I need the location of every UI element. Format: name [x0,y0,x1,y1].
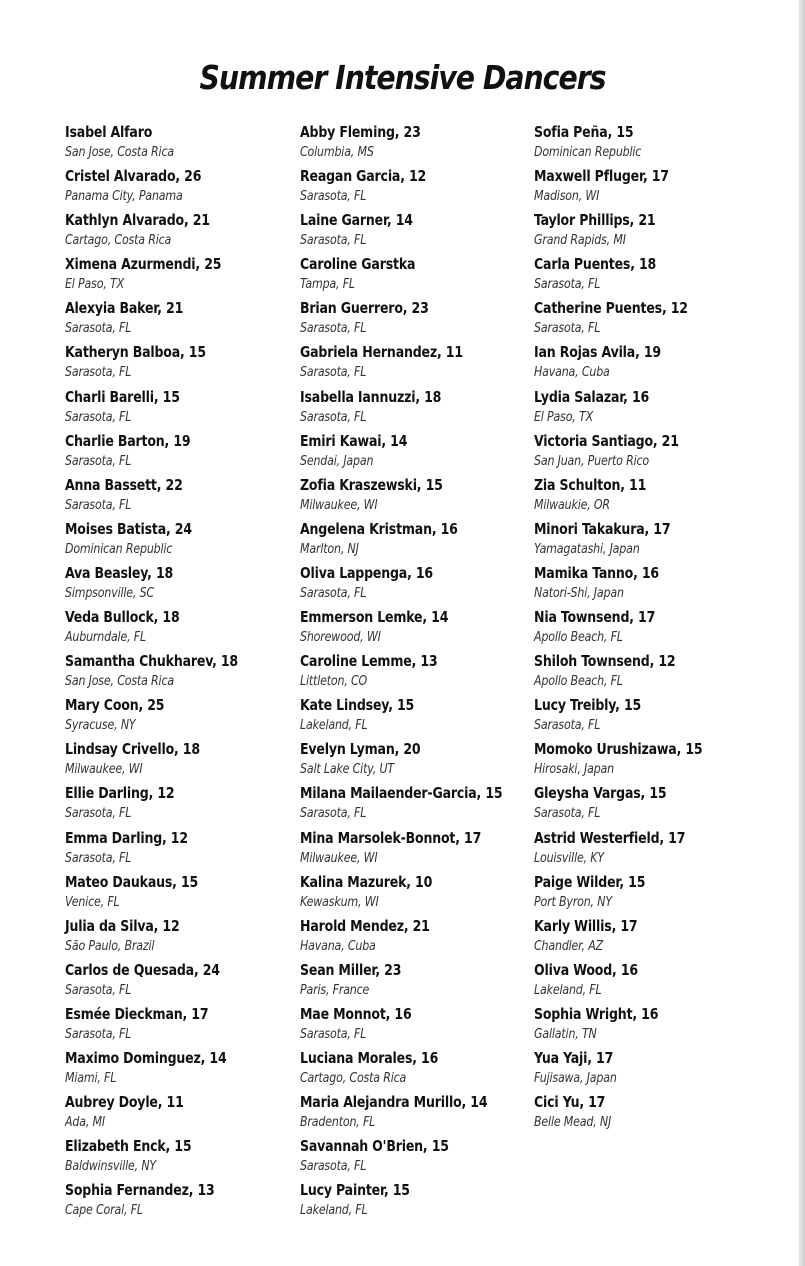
dancer-entry [300,1047,525,1091]
dancer-name: Evelyn Lyman, 20 [300,740,421,759]
dancer-entry [65,430,257,474]
dancer-location: Littleton, CO [300,674,368,690]
dancer-location: Cartago, Costa Rica [65,233,172,249]
dancer-entry [65,915,257,959]
dancer-name: Shiloh Townsend, 12 [534,652,676,671]
dancer-name: Alexyia Baker, 21 [65,299,184,318]
dancer-entry [534,341,721,385]
dancer-name: Zofia Kraszewski, 15 [300,475,443,494]
dancer-entry [300,827,525,871]
dancer-location: Yamagatashi, Japan [534,541,640,557]
dancer-entry [300,650,525,694]
dancer-column-1 [65,121,257,1223]
dancer-entry [300,253,525,297]
dancer-entry [65,738,257,782]
dancer-entry [65,959,257,1003]
dancer-entry [65,694,257,738]
dancer-name: Maxwell Pfluger, 17 [534,167,669,186]
dancer-location: Milwaukee, WI [300,497,378,513]
dancer-entry [534,782,721,826]
dancer-location: Bradenton, FL [300,1115,376,1131]
dancer-name: Abby Fleming, 23 [300,123,421,141]
dancer-entry [300,341,525,385]
dancer-entry [534,827,721,871]
dancer-entry [65,518,257,562]
dancer-name: Julia da Silva, 12 [65,916,180,935]
dancer-location: Milwaukie, OR [534,497,610,513]
dancer-entry [300,474,525,518]
dancer-location: Sarasota, FL [300,189,367,205]
dancer-name: Lucy Treibly, 15 [534,696,642,715]
dancer-location: Lakeland, FL [300,1203,368,1219]
dancer-location: Sarasota, FL [65,1026,132,1042]
dancer-location: Sarasota, FL [300,233,367,249]
dancer-entry [534,915,721,959]
dancer-entry [300,959,525,1003]
dancer-location: Havana, Cuba [300,938,376,954]
dancer-name: Mateo Daukaus, 15 [65,872,199,891]
dancer-name: Momoko Urushizawa, 15 [534,740,703,759]
dancer-location: Sarasota, FL [300,1159,367,1175]
dancer-location: Lakeland, FL [534,982,602,998]
dancer-location: Sarasota, FL [65,409,132,425]
dancer-name: Caroline Lemme, 13 [300,652,438,671]
dancer-entry [65,474,257,518]
dancer-entry [65,386,257,430]
dancer-entry [534,209,721,253]
dancer-name: Brian Guerrero, 23 [300,299,429,318]
dancer-entry [300,562,525,606]
dancer-location: Syracuse, NY [65,718,136,734]
dancer-location: Baldwinsville, NY [65,1159,157,1175]
dancer-name: Luciana Morales, 16 [300,1048,439,1067]
dancer-entry [300,518,525,562]
dancer-name: Cristel Alvarado, 26 [65,167,202,186]
dancer-location: Columbia, MS [300,145,374,160]
dancer-name: Ximena Azurmendi, 25 [65,255,222,274]
dancer-entry [300,121,525,165]
dancer-entry [534,694,721,738]
dancer-entry [300,738,525,782]
dancer-location: Fujisawa, Japan [534,1070,617,1086]
dancer-location: Sarasota, FL [534,806,601,822]
dancer-entry [300,386,525,430]
dancer-name: Minori Takakura, 17 [534,519,671,538]
dancer-location: Sarasota, FL [65,497,132,513]
dancer-location: Venice, FL [65,894,120,910]
dancer-name: Karly Willis, 17 [534,916,638,935]
dancer-entry [534,959,721,1003]
dancer-entry [300,782,525,826]
dancer-name: Milana Mailaender-Garcia, 15 [300,784,503,803]
dancer-entry [300,1091,525,1135]
dancer-location: Salt Lake City, UT [300,762,394,778]
dancer-location: Hirosaki, Japan [534,762,614,778]
dancer-entry [534,253,721,297]
dancer-name: Harold Mendez, 21 [300,916,430,935]
dancer-entry [65,1179,257,1223]
dancer-name: Aubrey Doyle, 11 [65,1093,184,1112]
dancer-entry [534,474,721,518]
dancer-location: Apollo Beach, FL [534,674,623,690]
dancer-location: Louisville, KY [534,850,604,866]
dancer-name: Mamika Tanno, 16 [534,563,659,582]
dancer-location: Cartago, Costa Rica [300,1070,407,1086]
dancer-name: Oliva Wood, 16 [534,960,638,979]
dancer-entry [300,297,525,341]
dancer-name: Moises Batista, 24 [65,519,192,538]
dancer-location: El Paso, TX [534,409,593,425]
dancer-name: Nia Townsend, 17 [534,608,656,627]
dancer-location: Port Byron, NY [534,894,612,910]
dancer-entry [300,1179,525,1223]
dancer-location: Sarasota, FL [65,850,132,866]
dancer-location: Sarasota, FL [65,982,132,998]
dancer-name: Kalina Mazurek, 10 [300,872,433,891]
dancer-name: Isabel Alfaro [65,123,153,141]
dancer-entry [65,562,257,606]
dancer-name: Emma Darling, 12 [65,828,188,847]
dancer-location: San Juan, Puerto Rico [534,453,650,469]
dancer-location: Panama City, Panama [65,189,183,205]
dancer-entry [65,606,257,650]
dancer-location: Sarasota, FL [300,409,367,425]
dancer-entry [534,297,721,341]
dancer-entry [300,1135,525,1179]
dancer-location: Grand Rapids, MI [534,233,626,249]
dancer-name: Ian Rojas Avila, 19 [534,343,661,362]
dancer-name: Oliva Lappenga, 16 [300,563,433,582]
dancer-name: Yua Yaji, 17 [534,1048,614,1067]
dancer-column-2 [300,121,525,1223]
dancer-entry [65,1135,257,1179]
dancer-location: Marlton, NJ [300,541,359,557]
dancer-location: Belle Mead, NJ [534,1115,612,1131]
dancer-entry [534,165,721,209]
dancer-name: Lindsay Crivello, 18 [65,740,200,759]
dancer-location: Dominican Republic [534,145,642,160]
dancer-entry [534,738,721,782]
dancer-entry [65,1091,257,1135]
dancer-name: Emiri Kawai, 14 [300,431,408,450]
dancer-name: Maximo Dominguez, 14 [65,1048,227,1067]
dancer-location: Shorewood, WI [300,630,381,646]
dancer-name: Laine Garner, 14 [300,211,413,230]
dancer-location: Natori-Shi, Japan [534,585,624,601]
dancer-name: Astrid Westerfield, 17 [534,828,686,847]
dancer-entry [534,606,721,650]
dancer-name: Victoria Santiago, 21 [534,431,679,450]
dancer-name: Katheryn Balboa, 15 [65,343,206,362]
dancer-entry [534,871,721,915]
dancer-name: Carlos de Quesada, 24 [65,960,220,979]
dancer-name: Anna Bassett, 22 [65,475,183,494]
dancer-entry [65,1047,257,1091]
dancer-name: Samantha Chukharev, 18 [65,652,238,671]
page-title: Summer Intensive Dancers [199,58,606,97]
dancer-name: Charli Barelli, 15 [65,387,180,406]
dancer-name: Cici Yu, 17 [534,1093,606,1112]
dancer-name: Catherine Puentes, 12 [534,299,688,318]
dancer-location: Madison, WI [534,189,600,205]
dancer-entry [65,1003,257,1047]
dancer-location: Sarasota, FL [65,365,132,381]
dancer-location: San Jose, Costa Rica [65,674,174,690]
dancer-name: Reagan Garcia, 12 [300,167,427,186]
dancer-entry [65,650,257,694]
dancer-entry [534,430,721,474]
dancer-entry [300,871,525,915]
dancer-name: Mina Marsolek-Bonnot, 17 [300,828,482,847]
dancer-name: Charlie Barton, 19 [65,431,191,450]
dancer-name: Gleysha Vargas, 15 [534,784,667,803]
dancer-location: Miami, FL [65,1070,117,1086]
dancer-location: Sarasota, FL [300,365,367,381]
dancer-name: Sean Miller, 23 [300,960,402,979]
dancer-name: Sofia Peña, 15 [534,123,634,141]
dancer-entry [300,430,525,474]
dancer-location: Sarasota, FL [534,718,601,734]
dancer-name: Caroline Garstka [300,255,416,274]
dancer-entry [300,915,525,959]
dancer-name: Emmerson Lemke, 14 [300,608,449,627]
dancer-name: Gabriela Hernandez, 11 [300,343,463,362]
dancer-entry [534,1091,721,1135]
dancer-location: Sarasota, FL [300,1026,367,1042]
dancer-location: Milwaukee, WI [65,762,143,778]
dancer-name: Mae Monnot, 16 [300,1004,412,1023]
dancer-entry [300,606,525,650]
dancer-entry [534,562,721,606]
dancer-location: Sarasota, FL [534,277,601,293]
dancer-entry [534,518,721,562]
dancer-location: Havana, Cuba [534,365,610,381]
dancer-location: Sarasota, FL [300,806,367,822]
dancer-entry [300,165,525,209]
dancer-location: Sendai, Japan [300,453,374,469]
dancer-location: El Paso, TX [65,277,124,293]
dancer-entry [534,1003,721,1047]
dancer-location: Sarasota, FL [300,321,367,337]
dancer-entry [65,871,257,915]
dancer-location: Sarasota, FL [300,585,367,601]
dancer-name: Ava Beasley, 18 [65,563,174,582]
dancer-location: Paris, France [300,982,370,998]
dancer-name: Maria Alejandra Murillo, 14 [300,1093,488,1112]
dancer-entry [65,165,257,209]
dancer-location: Dominican Republic [65,541,173,557]
dancer-location: Sarasota, FL [534,321,601,337]
dancer-entry [534,1047,721,1091]
dancer-entry [300,1003,525,1047]
dancer-location: São Paulo, Brazil [65,938,155,954]
dancer-location: Sarasota, FL [65,806,132,822]
dancer-location: San Jose, Costa Rica [65,145,174,160]
dancer-name: Kathlyn Alvarado, 21 [65,211,210,230]
dancer-entry [65,253,257,297]
dancer-location: Sarasota, FL [65,453,132,469]
dancer-entry [65,209,257,253]
dancer-column-3 [534,121,721,1135]
dancer-location: Sarasota, FL [65,321,132,337]
dancer-location: Kewaskum, WI [300,894,379,910]
dancer-location: Ada, MI [65,1115,105,1131]
dancer-entry [65,827,257,871]
dancer-name: Taylor Phillips, 21 [534,211,656,230]
dancer-entry [65,782,257,826]
dancer-name: Isabella Iannuzzi, 18 [300,387,442,406]
dancer-name: Sophia Fernandez, 13 [65,1181,215,1200]
dancer-location: Milwaukee, WI [300,850,378,866]
dancer-name: Angelena Kristman, 16 [300,519,458,538]
dancer-location: Chandler, AZ [534,938,604,954]
dancer-location: Simpsonville, SC [65,585,154,601]
page-edge [799,0,805,1266]
dancer-location: Tampa, FL [300,277,355,293]
dancer-entry [65,297,257,341]
dancer-entry [65,341,257,385]
dancer-location: Auburndale, FL [65,630,146,646]
dancer-name: Elizabeth Enck, 15 [65,1137,192,1156]
dancer-name: Veda Bullock, 18 [65,608,180,627]
dancer-name: Ellie Darling, 12 [65,784,175,803]
dancer-location: Apollo Beach, FL [534,630,623,646]
dancer-name: Paige Wilder, 15 [534,872,646,891]
dancer-name: Lucy Painter, 15 [300,1181,410,1200]
dancer-name: Mary Coon, 25 [65,696,165,715]
dancer-entry [534,650,721,694]
dancer-name: Carla Puentes, 18 [534,255,657,274]
dancer-entry [300,694,525,738]
dancer-entry [65,121,257,165]
dancer-location: Lakeland, FL [300,718,368,734]
dancer-name: Esmée Dieckman, 17 [65,1004,209,1023]
dancer-name: Zia Schulton, 11 [534,475,647,494]
dancer-entry [300,209,525,253]
dancer-location: Cape Coral, FL [65,1203,143,1219]
dancer-name: Kate Lindsey, 15 [300,696,415,715]
dancer-name: Savannah O'Brien, 15 [300,1137,449,1156]
dancer-entry [534,121,721,165]
dancer-entry [534,386,721,430]
dancer-name: Sophia Wright, 16 [534,1004,659,1023]
dancer-location: Gallatin, TN [534,1026,597,1042]
dancer-name: Lydia Salazar, 16 [534,387,650,406]
